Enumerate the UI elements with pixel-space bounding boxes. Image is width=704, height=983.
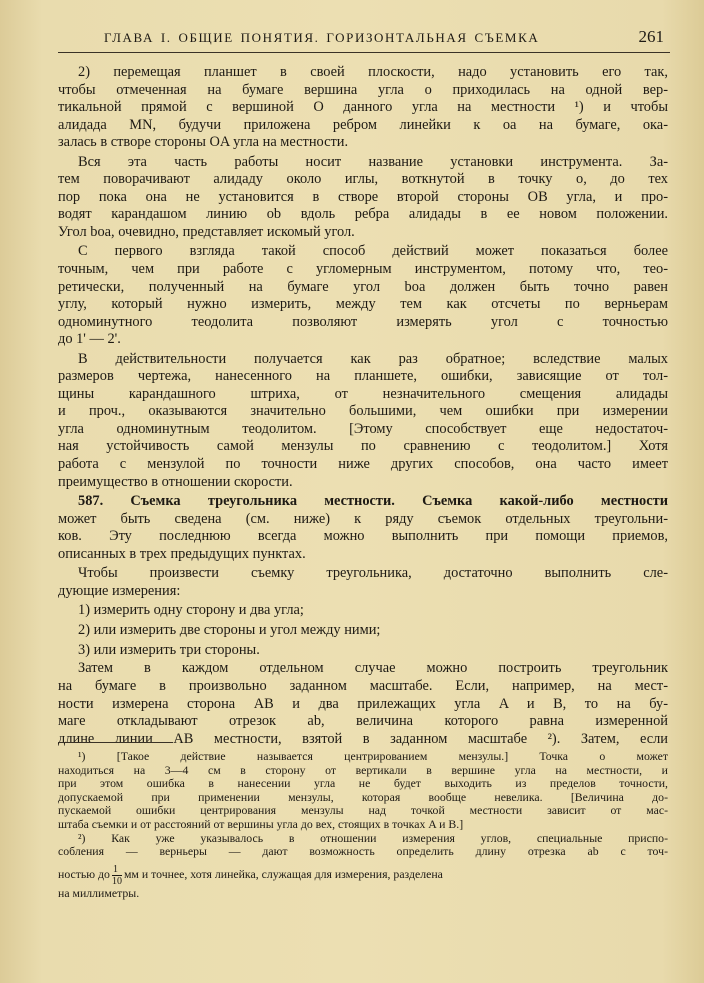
text-line: алидада MN, будучи приложена ребром линейки к oa на бумаге, ока- bbox=[58, 116, 668, 133]
fraction-numerator: 1 bbox=[112, 864, 122, 876]
text-line: залась в створе стороны OA угла на местности. bbox=[58, 134, 349, 151]
text-line: длине линии AB местности, взятой в заданном масштабе ²). Затем, если bbox=[58, 730, 668, 747]
text-line: Вся эта часть работы носит название установки инструмента. За- bbox=[78, 153, 668, 170]
footnote-line: находиться на 3—4 см в сторону от вертикали в вершине угла на местности, и bbox=[58, 763, 668, 777]
main-text bbox=[58, 64, 668, 748]
footnote-line: ¹) [Такое действие называется центрированием мензулы.] Точка o может bbox=[78, 750, 668, 763]
text-line: работа с мензулой по точности ниже других способов, она часто имеет bbox=[58, 456, 668, 473]
list-item: 2) или измерить две стороны и угол между ними; bbox=[78, 622, 381, 639]
text-line: описанных в трех предыдущих пунктах. bbox=[58, 545, 306, 562]
text-line: В действительности получается как раз обратное; вследствие малых bbox=[78, 350, 668, 367]
text-line: тикальной прямой с вершиной O данного угла на местности ¹) и чтобы bbox=[58, 99, 668, 116]
text-line: и проч., оказываются значительно большими, чем ошибки при измерении bbox=[58, 403, 668, 420]
text-line: пор пока она не установится в створе второй стороны OB угла, и про- bbox=[58, 188, 668, 205]
list-item: 1) измерить одну сторону и два угла; bbox=[78, 602, 304, 619]
text-line: до 1' — 2'. bbox=[58, 331, 121, 348]
text-line: преимущество в отношении скорости. bbox=[58, 473, 293, 490]
text-line: может быть сведена (см. ниже) к ряду съемок отдельных треугольни- bbox=[58, 510, 668, 527]
footnote-line: собления — верньеры — дают возможность определить длину отрезка ab с точ- bbox=[58, 845, 668, 859]
text-line: точным, чем при работе с угломерным инструментом, потому что, тео- bbox=[58, 261, 668, 278]
text-line: 2) перемещая планшет в своей плоскости, надо установить его так, bbox=[78, 64, 668, 80]
text-line: маге откладывают отрезок ab, величина которого равна измеренной bbox=[58, 713, 668, 730]
text-line: ретически, полученный на бумаге угол boa должен быть точно равен bbox=[58, 278, 668, 295]
text-line: Угол boa, очевидно, представляет искомый угол. bbox=[58, 223, 355, 240]
text-line: одноминутного теодолита позволяют измерять угол с точностью bbox=[58, 313, 668, 330]
text-line: дующие измерения: bbox=[58, 582, 181, 599]
section-heading-line: 587. Съемка треугольника местности. Съемка какой-либо местности bbox=[78, 493, 668, 510]
text-line: ная устойчивость самой мензулы по сравнению с теодолитом.] Хотя bbox=[58, 438, 668, 455]
footnote-rule bbox=[58, 742, 173, 743]
text-line: Чтобы произвести съемку треугольника, достаточно выполнить сле- bbox=[78, 565, 668, 582]
text-line: ности измерена сторона AB и два прилежащих угла A и B, то на бу- bbox=[58, 695, 668, 712]
footnote-line: на миллиметры. bbox=[58, 886, 140, 900]
text-line: ков. Эту последнюю всегда можно выполнить при помощи приемов, bbox=[58, 528, 668, 545]
text-line: Затем в каждом отдельном случае можно построить треугольник bbox=[78, 660, 668, 677]
text-line: С первого взгляда такой способ действий может показаться более bbox=[78, 243, 668, 260]
footnote-line: при этом ошибка в нанесении угла не будет выходить из пределов точности, bbox=[58, 777, 668, 791]
page-number: 261 bbox=[638, 27, 664, 46]
text-line: угла одноминутным теодолитом. [Этому способствует еще недостаточ- bbox=[58, 420, 668, 437]
footnotes bbox=[58, 750, 668, 900]
footnote-text: мм и точнее, хотя линейка, служащая для измерения, разделена bbox=[123, 866, 443, 881]
footnote-line: допускаемой при применении мензулы, которая вообще невелика. [Величина до- bbox=[58, 790, 668, 804]
footnote-text: ностью до bbox=[58, 866, 110, 881]
text-line: тем поворачивают алидаду около иглы, воткнутой в точку o, до тех bbox=[58, 171, 668, 188]
footnote-line-with-fraction bbox=[58, 861, 668, 887]
footnote-line: пускаемой ошибки центрирования мензулы над точкой местности зависит от мас- bbox=[58, 804, 668, 818]
footnote-line: штаба съемки и от расстояний от вершины угла до вех, стоящих в точках A и B.] bbox=[58, 817, 464, 831]
running-header bbox=[104, 27, 664, 46]
text-line: на бумаге в произвольно заданном масштабе. Если, например, на мест- bbox=[58, 677, 668, 694]
text-line: размеров чертежа, нанесенного на планшете, ошибки, зависящие от тол- bbox=[58, 368, 668, 385]
header-rule bbox=[58, 52, 670, 53]
list-item: 3) или измерить три стороны. bbox=[78, 642, 260, 659]
text-line: углу, который нужно измерить, между тем как отсчеты по верньерам bbox=[58, 296, 668, 313]
text-line: чтобы отмеченная на бумаге вершина угла o приходилась на одной вер- bbox=[58, 81, 668, 98]
text-line: щины карандашного штриха, от незначительного смещения алидады bbox=[58, 385, 668, 402]
text-line: водят карандашом линию ob вдоль ребра алидады в ее новом положении. bbox=[58, 206, 668, 223]
fraction-denominator: 10 bbox=[111, 875, 122, 887]
fraction bbox=[112, 864, 122, 887]
chapter-title: ГЛАВА I. ОБЩИЕ ПОНЯТИЯ. ГОРИЗОНТАЛЬНАЯ СЪЕМКА bbox=[104, 30, 540, 45]
footnote-line: ²) Как уже указывалось в отношении измерения углов, специальные приспо- bbox=[78, 831, 668, 845]
